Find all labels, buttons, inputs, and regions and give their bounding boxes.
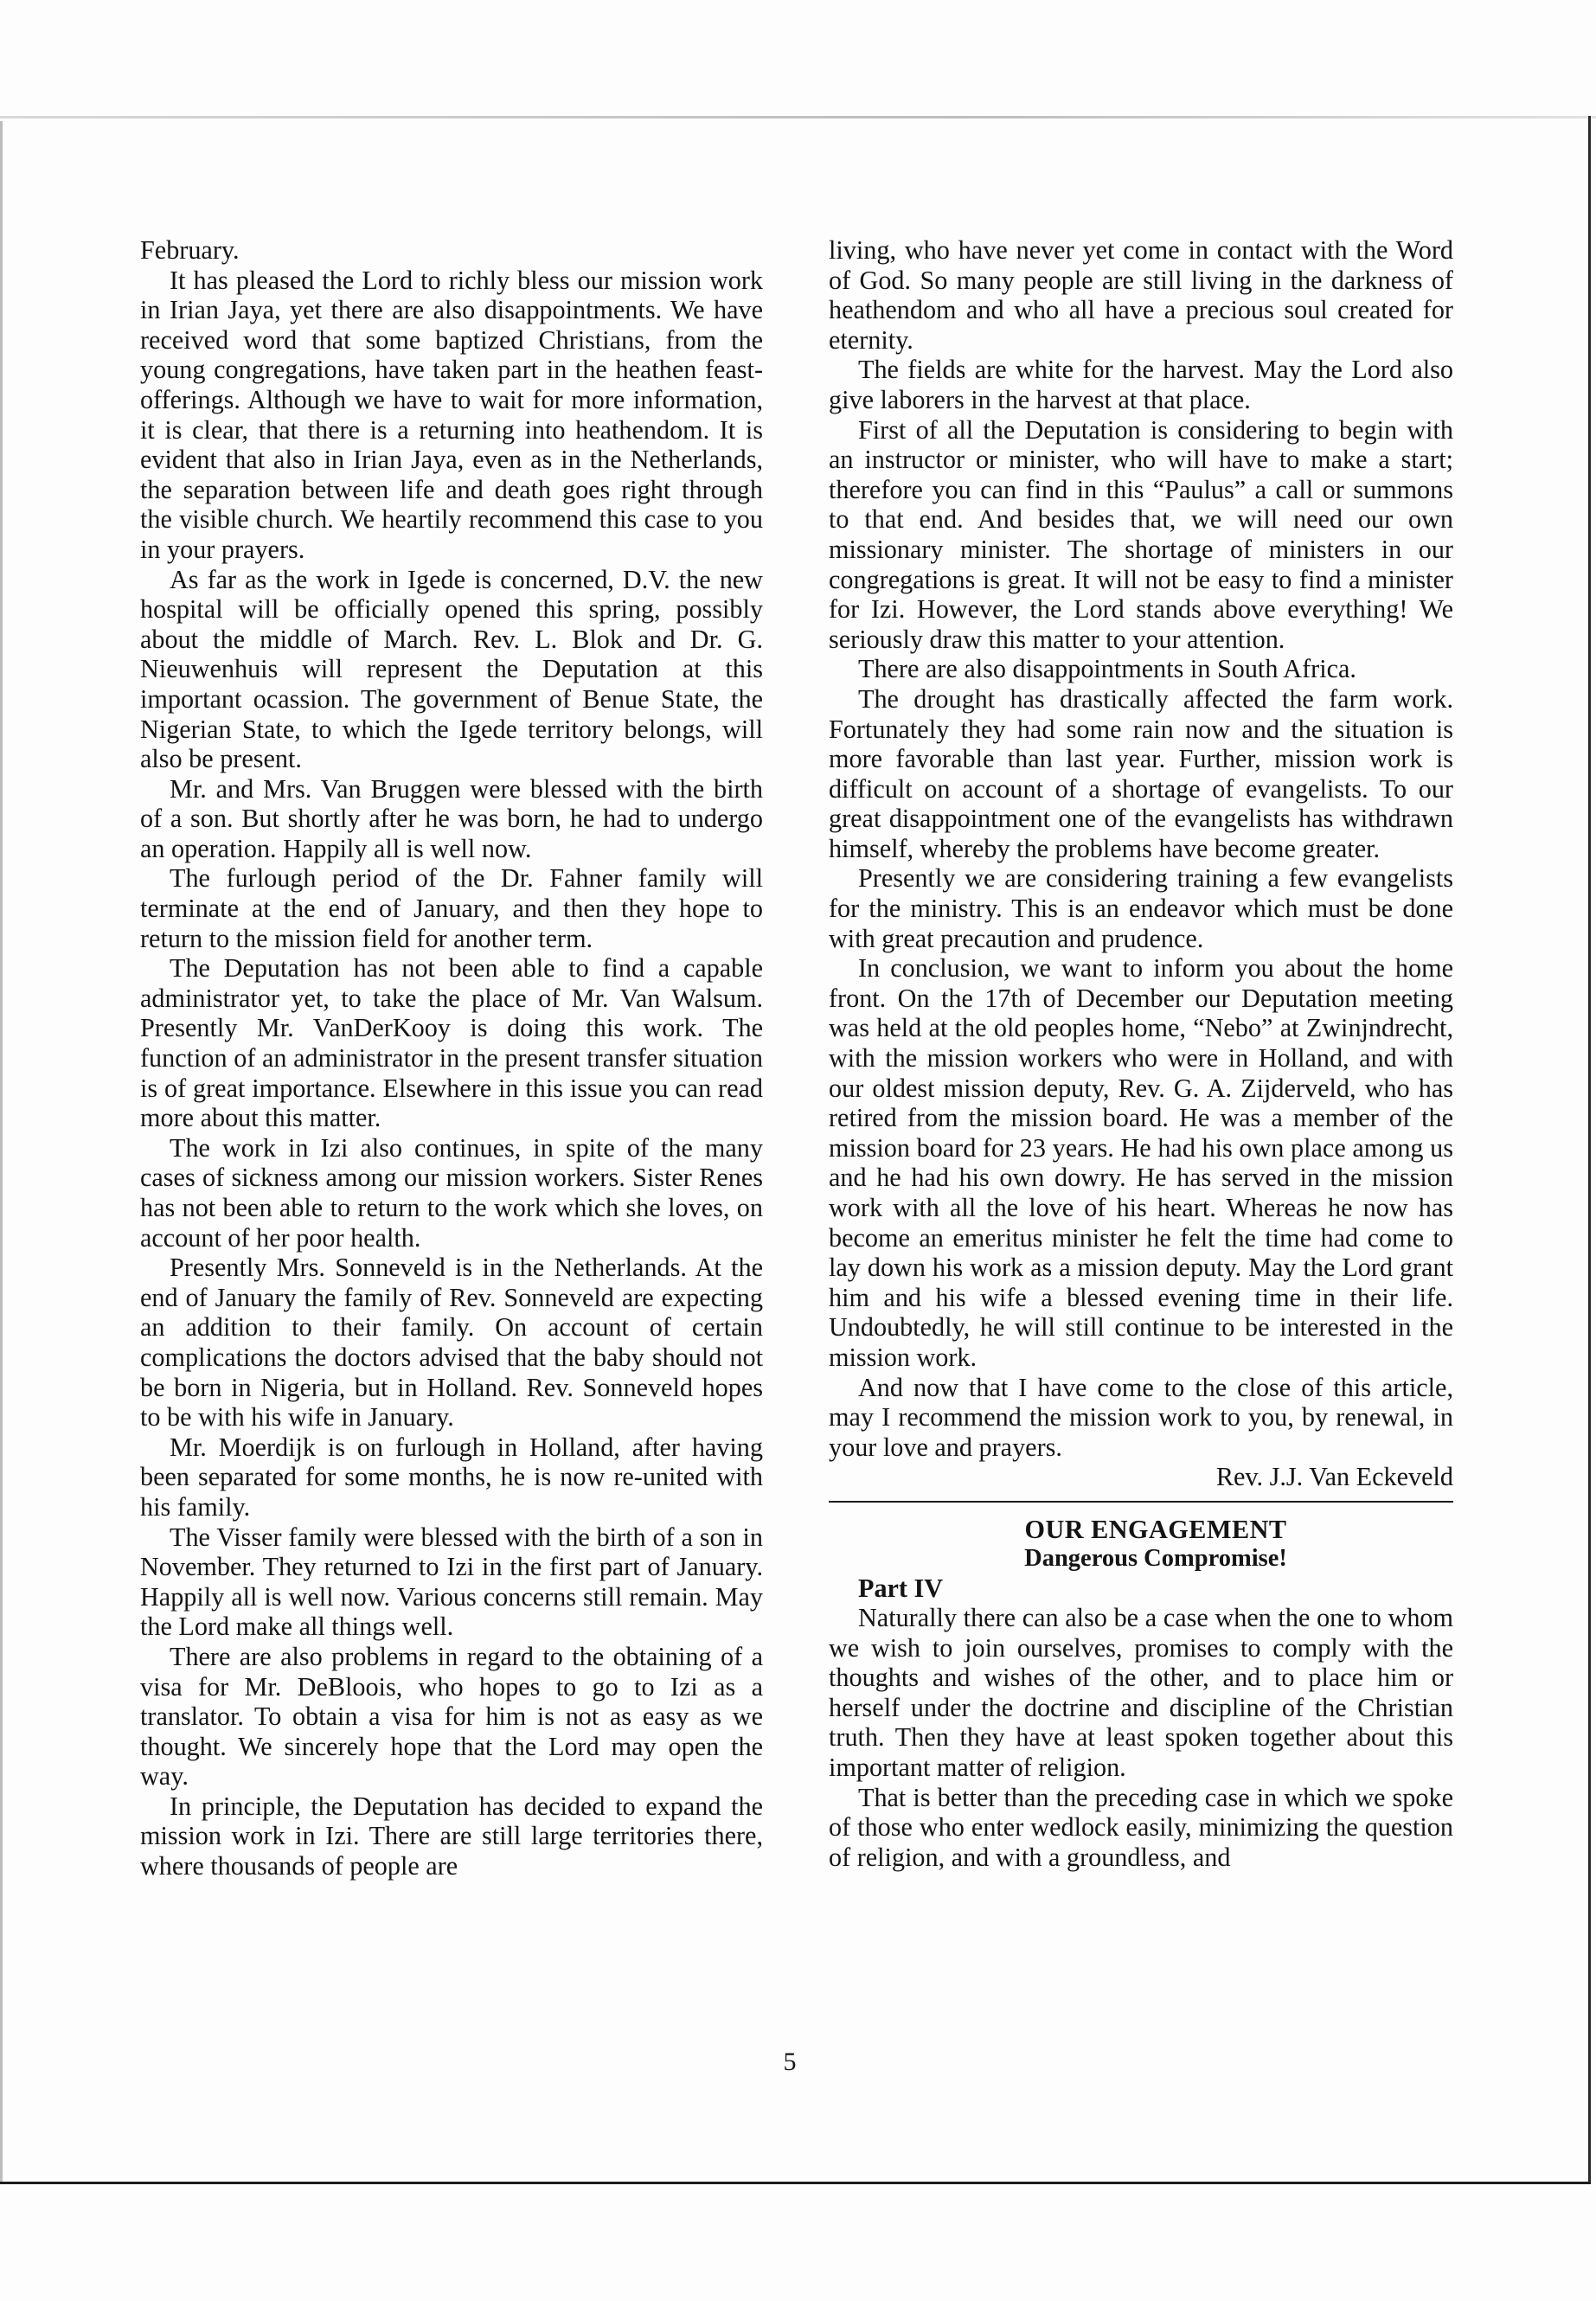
paragraph: The work in Izi also continues, in spite of the many cases of sickness among our mission workers. Sister Renes has not been able to return to the work which she loves, on account of her poor health. [140, 1132, 763, 1253]
paragraph: Presently we are considering training a few evangelists for the ministry. This is an endeavor which must be done with great precaution and prudence. [829, 863, 1453, 953]
paragraph: In principle, the Deputation has decided to expand the mission work in Izi. There are still large territories there, where thousands of people are [140, 1791, 763, 1881]
page-number: 5 [783, 2048, 797, 2076]
section-subtitle: Dangerous Compromise! [1024, 1544, 1287, 1572]
paragraph: It has pleased the Lord to richly bless our mission work in Irian Jaya, yet there are also disappointments. We have received word that some baptized Christians, from the young congregations, have taken part in the heathen feast-offerings. Although we have to wait for more information, it is clear, that there is a returning into heathendom. It is evident that also in Irian Jaya, even as in the Netherlands, the separation between life and death goes right through the visible church. We heartily recommend this case to you in your prayers. [140, 265, 763, 564]
paragraph: Presently Mrs. Sonneveld is in the Netherlands. At the end of January the family of Rev. Sonneveld are expecting an addition to their family. On account of certain complications the doctors advised that the baby should not be born in Nigeria, but in Holland. Rev. Sonneveld hopes to be with his wife in January. [140, 1253, 763, 1433]
page-edge-top [0, 116, 1596, 119]
paragraph: First of all the Deputation is considering to begin with an instructor or minister, who will have to make a start; therefore you can find in this “Paulus” a call or summons to that end. And besides that, we will need our own missionary minister. The shortage of ministers in our congregations is great. It will not be easy to find a minister for Izi. However, the Lord stands above everything! We seriously draw this matter to your attention. [829, 414, 1453, 654]
paragraph: The Visser family were blessed with the birth of a son in November. They returned to Izi in the first part of January. Happily all is well now. Various concerns still remain. May the Lord make all things well. [140, 1522, 763, 1642]
right-column [829, 235, 1453, 1872]
section-divider [829, 1501, 1453, 1503]
page-edge-bottom [0, 2182, 1591, 2184]
paragraph: Mr. and Mrs. Van Bruggen were blessed with the birth of a son. But shortly after he was born, he had to undergo an operation. Happily all is well now. [140, 773, 763, 863]
paragraph: Mr. Moerdijk is on furlough in Holland, after having been separated for some months, he is now re-united with his family. [140, 1432, 763, 1522]
paragraph: There are also disappointments in South Africa. [858, 654, 1356, 684]
section-title: OUR ENGAGEMENT [1024, 1514, 1287, 1544]
paragraph: February. [140, 235, 240, 265]
author-signature: Rev. J.J. Van Eckeveld [1215, 1462, 1453, 1492]
page-edge-left [0, 121, 3, 2184]
paragraph: And now that I have come to the close of this article, may I recommend the mission work to you, by renewal, in your love and prayers. [829, 1372, 1453, 1462]
paragraph: In conclusion, we want to inform you about the home front. On the 17th of December our Deputation meeting was held at the old peoples home, “Nebo” at Zwinjndrecht, with the mission workers who were in Holland, and with our oldest mission deputy, Rev. G. A. Zijderveld, who has retired from the mission board. He was a member of the mission board for 23 years. He had his own place among us and he had his own dowry. He has served in the mission work with all the love of his heart. Whereas he now has become an emeritus minister he felt the time had come to lay down his work as a mission deputy. May the Lord grant him and his wife a blessed evening time in their life. Undoubtedly, he will still continue to be interested in the mission work. [829, 953, 1453, 1372]
paragraph: As far as the work in Igede is concerned, D.V. the new hospital will be officially opened this spring, possibly about the middle of March. Rev. L. Blok and Dr. G. Nieuwenhuis will represent the Deputation at this important ocassion. The government of Benue State, the Nigerian State, to which the Igede territory belongs, will also be present. [140, 564, 763, 774]
paragraph: The furlough period of the Dr. Fahner family will terminate at the end of January, and then they hope to return to the mission field for another term. [140, 863, 763, 953]
paragraph: The drought has drastically affected the farm work. Fortunately they had some rain now and the situation is more favorable than last year. Further, mission work is difficult on account of a shortage of evangelists. To our great disappointment one of the evangelists has withdrawn himself, whereby the problems have become greater. [829, 683, 1453, 863]
paragraph: Naturally there can also be a case when the one to whom we wish to join ourselves, promises to comply with the thoughts and wishes of the other, and to place him or herself under the doctrine and discipline of the Christian truth. Then they have at least spoken together about this important matter of religion. [829, 1602, 1453, 1782]
left-column [140, 235, 763, 1881]
page-edge-right [1588, 116, 1591, 2183]
paragraph: There are also problems in regard to the obtaining of a visa for Mr. DeBloois, who hopes to go to Izi as a translator. To obtain a visa for him is not as easy as we thought. We sincerely hope that the Lord may open the way. [140, 1641, 763, 1791]
part-label: Part IV [858, 1573, 944, 1603]
paragraph: The fields are white for the harvest. May the Lord also give laborers in the harvest at that place. [829, 355, 1453, 414]
paragraph: That is better than the preceding case in which we spoke of those who enter wedlock easily, minimizing the question of religion, and with a groundless, and [829, 1782, 1453, 1872]
paragraph: living, who have never yet come in contact with the Word of God. So many people are still living in the darkness of heathendom and who all have a precious soul created for eternity. [829, 235, 1453, 355]
paragraph: The Deputation has not been able to find a capable administrator yet, to take the place of Mr. Van Walsum. Presently Mr. VanDerKooy is doing this work. The function of an administrator in the present transfer situation is of great importance. Elsewhere in this issue you can read more about this matter. [140, 953, 763, 1133]
